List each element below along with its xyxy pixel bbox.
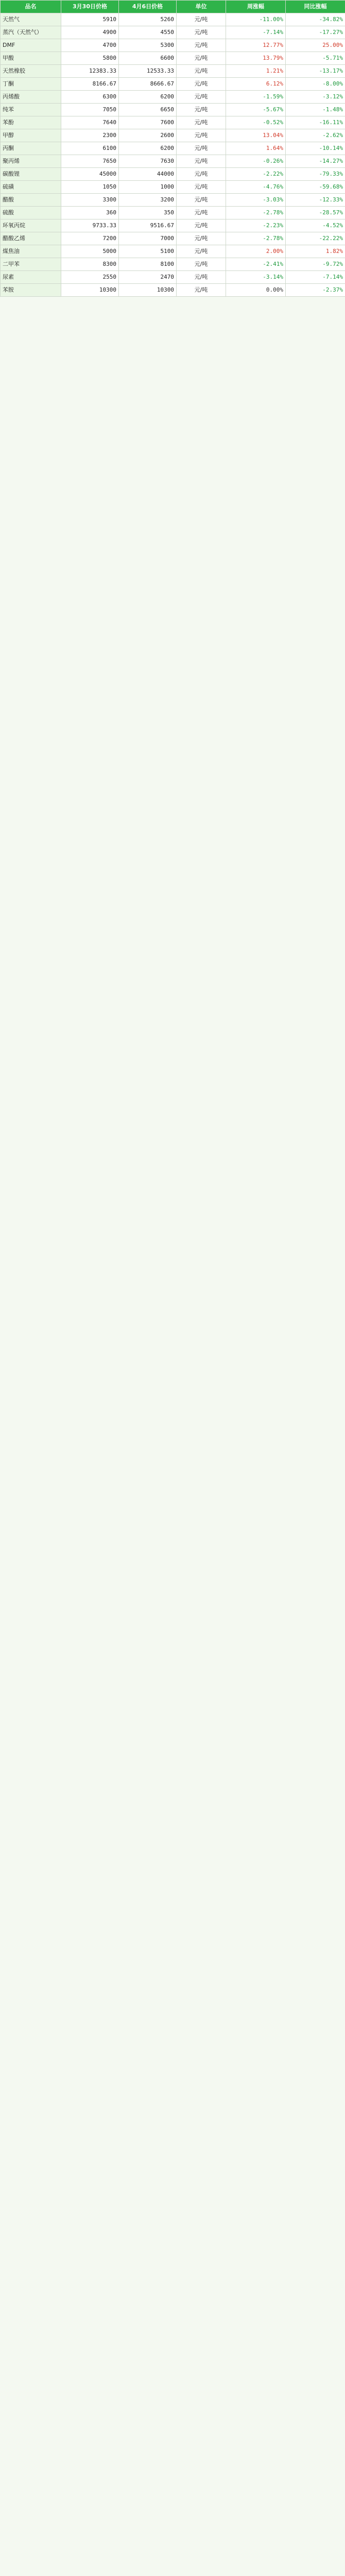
cell-price-1: 1050 [61,181,119,194]
cell-yoy-change: -2.37% [286,284,345,297]
cell-unit: 元/吨 [177,78,226,91]
cell-weekly-change: 13.79% [226,52,286,65]
cell-price-1: 7050 [61,104,119,116]
cell-price-2: 6650 [119,104,177,116]
cell-weekly-change: -0.26% [226,155,286,168]
table-row [1,104,345,116]
cell-weekly-change: -2.22% [226,168,286,181]
cell-name: 尿素 [1,271,61,284]
price-table [0,0,345,297]
cell-name: 环氧丙烷 [1,219,61,232]
column-header-price-1: 3月30日价格 [61,1,119,13]
table-row [1,65,345,78]
cell-price-1: 4700 [61,39,119,52]
cell-unit: 元/吨 [177,26,226,39]
cell-price-2: 5260 [119,13,177,26]
table-row [1,155,345,168]
cell-price-2: 7630 [119,155,177,168]
cell-price-2: 10300 [119,284,177,297]
cell-unit: 元/吨 [177,219,226,232]
table-row [1,13,345,26]
table-row [1,52,345,65]
cell-unit: 元/吨 [177,258,226,271]
cell-price-1: 6300 [61,91,119,104]
table-row [1,219,345,232]
cell-price-1: 45000 [61,168,119,181]
cell-name: 丙酮 [1,142,61,155]
cell-name: 蒸汽（天然气） [1,26,61,39]
cell-price-2: 6600 [119,52,177,65]
cell-name: 丙烯酸 [1,91,61,104]
column-header-price-2: 4月6日价格 [119,1,177,13]
cell-weekly-change: 6.12% [226,78,286,91]
table-row [1,245,345,258]
cell-unit: 元/吨 [177,13,226,26]
cell-name: 硫磺 [1,181,61,194]
cell-price-2: 8100 [119,258,177,271]
cell-weekly-change: -2.23% [226,219,286,232]
cell-weekly-change: -5.67% [226,104,286,116]
cell-price-2: 5100 [119,245,177,258]
cell-unit: 元/吨 [177,65,226,78]
table-row [1,39,345,52]
cell-weekly-change: 2.00% [226,245,286,258]
cell-yoy-change: -5.71% [286,52,345,65]
cell-yoy-change: -79.33% [286,168,345,181]
cell-weekly-change: 0.00% [226,284,286,297]
cell-weekly-change: 1.64% [226,142,286,155]
cell-weekly-change: -4.76% [226,181,286,194]
cell-price-2: 6200 [119,142,177,155]
cell-weekly-change: 1.21% [226,65,286,78]
cell-name: 甲酸 [1,52,61,65]
cell-yoy-change: -13.17% [286,65,345,78]
cell-unit: 元/吨 [177,142,226,155]
cell-weekly-change: -0.52% [226,116,286,129]
cell-yoy-change: -9.72% [286,258,345,271]
cell-name: 醋酸 [1,194,61,207]
cell-unit: 元/吨 [177,207,226,219]
cell-name: 苯胺 [1,284,61,297]
table-row [1,258,345,271]
cell-name: DMF [1,39,61,52]
table-body [1,13,345,297]
cell-price-1: 9733.33 [61,219,119,232]
cell-unit: 元/吨 [177,194,226,207]
cell-weekly-change: -3.14% [226,271,286,284]
table-row [1,168,345,181]
cell-weekly-change: -11.00% [226,13,286,26]
cell-name: 二甲苯 [1,258,61,271]
cell-yoy-change: -16.11% [286,116,345,129]
cell-name: 聚丙烯 [1,155,61,168]
cell-price-1: 5000 [61,245,119,258]
cell-price-1: 12383.33 [61,65,119,78]
cell-price-2: 1000 [119,181,177,194]
cell-price-1: 8166.67 [61,78,119,91]
table-row [1,26,345,39]
cell-name: 碳酸锂 [1,168,61,181]
cell-yoy-change: -8.00% [286,78,345,91]
table-row [1,232,345,245]
cell-name: 醋酸乙烯 [1,232,61,245]
cell-name: 甲醇 [1,129,61,142]
cell-price-1: 6100 [61,142,119,155]
cell-unit: 元/吨 [177,232,226,245]
cell-weekly-change: -3.03% [226,194,286,207]
cell-price-2: 7000 [119,232,177,245]
cell-price-2: 2470 [119,271,177,284]
cell-weekly-change: -2.78% [226,232,286,245]
cell-yoy-change: -14.27% [286,155,345,168]
cell-yoy-change: -10.14% [286,142,345,155]
cell-yoy-change: 1.82% [286,245,345,258]
cell-unit: 元/吨 [177,245,226,258]
cell-name: 硫酸 [1,207,61,219]
cell-price-2: 6200 [119,91,177,104]
cell-unit: 元/吨 [177,52,226,65]
cell-unit: 元/吨 [177,39,226,52]
cell-price-1: 8300 [61,258,119,271]
cell-weekly-change: 13.04% [226,129,286,142]
cell-price-1: 4900 [61,26,119,39]
cell-price-2: 12533.33 [119,65,177,78]
cell-price-1: 2300 [61,129,119,142]
cell-price-2: 4550 [119,26,177,39]
column-header-name: 品名 [1,1,61,13]
cell-yoy-change: -1.48% [286,104,345,116]
cell-yoy-change: -4.52% [286,219,345,232]
table-row [1,271,345,284]
cell-price-1: 5800 [61,52,119,65]
table-row [1,142,345,155]
cell-price-1: 7640 [61,116,119,129]
column-header-yoy-change: 同比涨幅 [286,1,345,13]
cell-yoy-change: 25.00% [286,39,345,52]
cell-price-2: 44000 [119,168,177,181]
column-header-unit: 单位 [177,1,226,13]
cell-price-1: 360 [61,207,119,219]
table-row [1,207,345,219]
cell-price-2: 350 [119,207,177,219]
cell-yoy-change: -59.68% [286,181,345,194]
cell-name: 煤焦油 [1,245,61,258]
cell-price-2: 3200 [119,194,177,207]
column-header-weekly-change: 周涨幅 [226,1,286,13]
cell-weekly-change: -2.78% [226,207,286,219]
cell-unit: 元/吨 [177,284,226,297]
cell-unit: 元/吨 [177,104,226,116]
cell-price-1: 7200 [61,232,119,245]
cell-yoy-change: -22.22% [286,232,345,245]
cell-unit: 元/吨 [177,181,226,194]
cell-price-2: 9516.67 [119,219,177,232]
cell-price-2: 2600 [119,129,177,142]
table-row [1,91,345,104]
cell-weekly-change: 12.77% [226,39,286,52]
cell-yoy-change: -34.82% [286,13,345,26]
cell-name: 苯酚 [1,116,61,129]
cell-price-1: 7650 [61,155,119,168]
cell-unit: 元/吨 [177,168,226,181]
cell-yoy-change: -28.57% [286,207,345,219]
cell-name: 纯苯 [1,104,61,116]
cell-unit: 元/吨 [177,271,226,284]
cell-price-2: 5300 [119,39,177,52]
table-row [1,129,345,142]
cell-unit: 元/吨 [177,129,226,142]
cell-price-1: 5910 [61,13,119,26]
cell-price-2: 7600 [119,116,177,129]
cell-yoy-change: -7.14% [286,271,345,284]
cell-price-1: 10300 [61,284,119,297]
table-row [1,78,345,91]
cell-price-1: 3300 [61,194,119,207]
cell-yoy-change: -17.27% [286,26,345,39]
table-row [1,194,345,207]
table-row [1,181,345,194]
cell-yoy-change: -12.33% [286,194,345,207]
cell-price-2: 8666.67 [119,78,177,91]
cell-weekly-change: -2.41% [226,258,286,271]
table-header-row [1,1,345,13]
cell-price-1: 2550 [61,271,119,284]
cell-unit: 元/吨 [177,91,226,104]
cell-name: 丁酮 [1,78,61,91]
table-row [1,116,345,129]
cell-name: 天然橡胶 [1,65,61,78]
cell-weekly-change: -1.59% [226,91,286,104]
cell-yoy-change: -2.62% [286,129,345,142]
table-row [1,284,345,297]
cell-name: 天然气 [1,13,61,26]
cell-yoy-change: -3.12% [286,91,345,104]
cell-weekly-change: -7.14% [226,26,286,39]
cell-unit: 元/吨 [177,155,226,168]
cell-unit: 元/吨 [177,116,226,129]
